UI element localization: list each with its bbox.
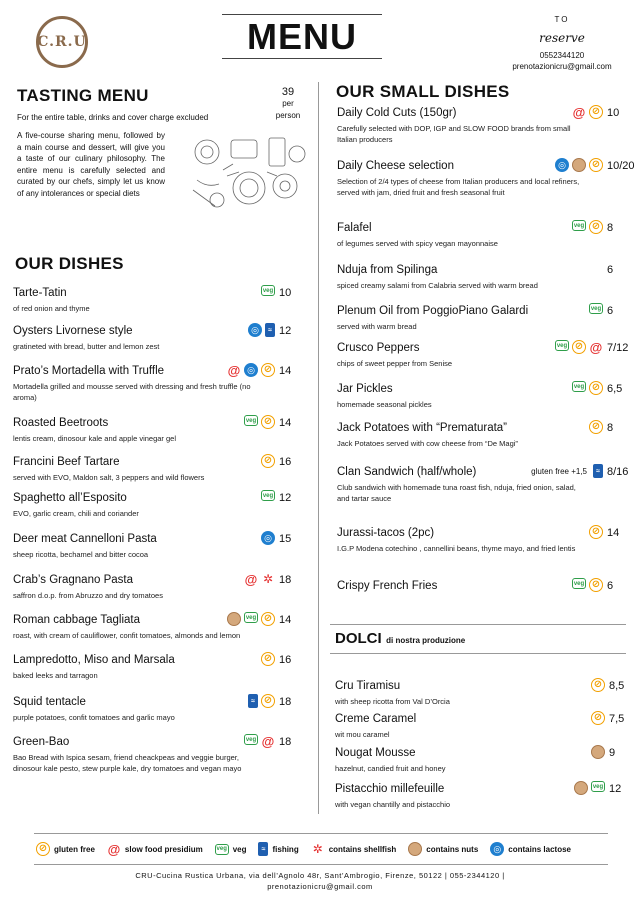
lactose-icon: [555, 158, 569, 172]
gluten-free-icon: [589, 105, 603, 119]
tasting-menu: [17, 86, 311, 199]
fishing-icon: [248, 694, 258, 708]
lactose-icon: [248, 323, 262, 337]
slow-food-icon: [572, 105, 586, 119]
slow-food-icon: [244, 572, 258, 586]
menu-item-description: gratineted with bread, butter and lemon zest: [13, 342, 160, 351]
menu-item-icons: [261, 490, 275, 501]
gluten-free-icon: [36, 842, 50, 856]
menu-item: [13, 614, 305, 641]
menu-item-name: Francini Beef Tartare: [13, 456, 120, 468]
menu-item-name: Nduja from Spilinga: [337, 264, 438, 276]
menu-item-description: EVO, garlic cream, chili and coriander: [13, 509, 139, 518]
menu-item-icons: [227, 363, 275, 377]
menu-item-icons: [261, 652, 275, 666]
menu-item-name: Spaghetto all’Esposito: [13, 492, 127, 504]
menu-item-icons: [531, 464, 603, 478]
footer: [0, 870, 640, 892]
menu-item-icons: [248, 323, 275, 337]
menu-item-name: Plenum Oil from PoggioPiano Galardi: [337, 305, 529, 317]
menu-item-icons: [248, 694, 275, 708]
menu-item-name: Roman cabbage Tagliata: [13, 614, 141, 626]
legend-item: [215, 844, 247, 855]
menu-item: [13, 696, 305, 723]
menu-item-description: Bao Bread with Ispica sesam, friend cheackpeas and veggie burger, dinosour kale pesto, stew purple kale, dry tomatoes and vegan mayo: [13, 753, 242, 773]
menu-item-icons: [591, 678, 605, 692]
fishing-icon: [258, 842, 268, 856]
menu-item-name: Jack Potatoes with “Prematurata”: [337, 422, 508, 434]
logo: [36, 16, 88, 68]
reserve-block: [512, 14, 612, 72]
tasting-subtitle: For the entire table, drinks and cover charge excluded: [17, 113, 209, 122]
page-title: MENU: [247, 16, 357, 57]
menu-item-name: Jar Pickles: [337, 383, 393, 395]
menu-item-price: 14: [279, 365, 292, 377]
legend-item: [311, 842, 397, 856]
lactose-icon: [490, 842, 504, 856]
veg-icon: [261, 490, 275, 501]
menu-item: [335, 713, 625, 740]
menu-item: [337, 383, 625, 410]
tasting-price: [268, 86, 308, 122]
menu-item-name: Daily Cheese selection: [337, 160, 454, 172]
gluten-free-icon: [589, 525, 603, 539]
tasting-price-unit: per: [282, 99, 294, 108]
nuts-icon: [591, 745, 605, 759]
menu-item: [13, 654, 305, 681]
menu-item-price: 8/16: [607, 466, 629, 478]
menu-item: [337, 222, 625, 249]
menu-item-name: Creme Caramel: [335, 713, 417, 725]
menu-item-icons: [572, 381, 603, 395]
menu-item: [337, 342, 629, 369]
nuts-icon: [574, 781, 588, 795]
menu-item-icons: [261, 531, 275, 545]
menu-item-name: Green-Bao: [13, 736, 70, 748]
veg-icon: [572, 578, 586, 589]
menu-item-icons: [589, 420, 603, 434]
menu-item: [13, 325, 305, 352]
menu-item-price: 9: [609, 747, 616, 759]
menu-item-price: 6: [607, 580, 614, 592]
menu-item-icons: [227, 612, 275, 626]
menu-item-description: wit mou caramel: [335, 730, 390, 739]
menu-item-description: of red onion and thyme: [13, 304, 90, 313]
gluten-free-icon: [261, 454, 275, 468]
menu-item-price: 10: [607, 107, 620, 119]
fishing-icon: [593, 464, 603, 478]
legend-label: contains nuts: [426, 844, 479, 854]
menu-item-name: Jurassi-tacos (2pc): [337, 527, 435, 539]
menu-item-price: 16: [279, 456, 292, 468]
menu-item: [13, 736, 305, 774]
gluten-free-icon: [589, 220, 603, 234]
menu-item-icons: [244, 734, 275, 748]
menu-item-description: spiced creamy salami from Calabria served with warm bread: [337, 281, 538, 290]
menu-item-icons: [572, 105, 603, 119]
menu-item-name: Tarte-Tatin: [13, 287, 67, 299]
reserve-word: reserve: [539, 31, 585, 45]
menu-item-description: sheep ricotta, bechamel and bitter cocoa: [13, 550, 149, 559]
menu-item-price: 18: [279, 574, 292, 586]
gluten-free-icon: [261, 612, 275, 626]
menu-item-price: 8,5: [609, 680, 625, 692]
menu-item-description: Carefully selected with DOP, IGP and SLOW FOOD brands from small Italian producers: [337, 124, 571, 144]
menu-item-description: homemade seasonal pickles: [337, 400, 432, 409]
menu-item-description: Club sandwich with homemade tuna roast fish, nduja, fried onion, salad, and tartar sauce: [337, 483, 576, 503]
menu-item-icons: [591, 711, 605, 725]
logo-text: C.R.U: [37, 34, 87, 50]
menu-item-description: Jack Potatoes served with cow cheese from “De Magi”: [337, 439, 518, 448]
legend-item: [408, 842, 478, 856]
menu-item-icons: [244, 572, 275, 586]
shellfish-icon: [261, 572, 275, 586]
legend-label: veg: [232, 844, 247, 854]
legend-item: [107, 842, 203, 856]
menu-item: [335, 680, 625, 707]
legend-item: [490, 842, 571, 856]
menu-item-icons: [572, 220, 603, 234]
menu-item-description: I.G.P Modena cotechino , cannellini beans, thyme mayo, and fried lentis: [337, 544, 576, 553]
menu-item-price: 16: [279, 654, 292, 666]
menu-item-name: Roasted Beetroots: [13, 417, 109, 429]
menu-item: [337, 264, 625, 291]
menu-item-price: 14: [279, 417, 292, 429]
menu-item-name: Daily Cold Cuts (150gr): [337, 107, 457, 119]
menu-item-extra: gluten free +1,5: [531, 466, 587, 476]
menu-item-price: 6: [607, 305, 614, 317]
legend-rule: [34, 864, 608, 865]
footer-address: CRU-Cucina Rustica Urbana, via dell’Agnolo 48r, Sant’Ambrogio, Firenze, 50122 | 055-2344120 |: [135, 871, 505, 880]
tasting-description: A five-course sharing menu, followed by a main course and dessert, will give you a taste of our culinary philosophy. The entire menu is carefully selected and curated by our chefs, simply let us know of any intolerances or special diets: [17, 131, 165, 198]
dolci-title: DOLCI: [335, 630, 382, 647]
gluten-free-icon: [261, 652, 275, 666]
gluten-free-icon: [591, 711, 605, 725]
slow-food-icon: [227, 363, 241, 377]
legend-rule: [34, 833, 608, 834]
menu-item: [13, 492, 305, 519]
veg-icon: [261, 285, 275, 296]
menu-item: [13, 533, 305, 560]
menu-item-price: 6: [607, 264, 614, 276]
reserve-phone[interactable]: 0552344120: [539, 51, 585, 60]
legend-label: gluten free: [54, 844, 95, 854]
menu-item-description: saffron d.o.p. from Abruzzo and dry tomatoes: [13, 591, 163, 600]
menu-item: [337, 107, 625, 145]
dishes-title: OUR DISHES: [15, 254, 124, 273]
menu-item: [335, 747, 625, 774]
reserve-to: TO: [554, 15, 570, 24]
nuts-icon: [227, 612, 241, 626]
veg-icon: [244, 415, 258, 426]
menu-item-price: 18: [279, 696, 292, 708]
menu-item-icons: [244, 415, 275, 429]
menu-item-icons: [591, 745, 605, 759]
menu-item-price: 15: [279, 533, 292, 545]
gluten-free-icon: [572, 340, 586, 354]
gluten-free-icon: [261, 363, 275, 377]
shellfish-icon: [311, 842, 325, 856]
menu-item-price: 7/12: [607, 342, 629, 354]
menu-item-icons: [589, 303, 603, 314]
menu-item-description: hazelnut, candied fruit and honey: [335, 764, 446, 773]
menu-item-name: Crab’s Gragnano Pasta: [13, 574, 133, 586]
veg-icon: [244, 612, 258, 623]
menu-item-description: of legumes served with spicy vegan mayonnaise: [337, 239, 498, 248]
nuts-icon: [408, 842, 422, 856]
menu-item-description: served with EVO, Maldon salt, 3 peppers and wild flowers: [13, 473, 205, 482]
small-dishes-title: OUR SMALL DISHES: [336, 82, 510, 101]
lactose-icon: [244, 363, 258, 377]
legend-label: contains lactose: [508, 844, 571, 854]
lactose-icon: [261, 531, 275, 545]
menu-item-description: with vegan chantilly and pistacchio: [335, 800, 451, 809]
column-divider: [318, 82, 319, 814]
menu-item-description: Mortadella grilled and mousse served with dressing and fresh truffle (no aroma): [13, 382, 251, 402]
menu-item-price: 10/20: [607, 160, 635, 172]
menu-item-icons: [261, 285, 275, 296]
menu-item-name: Pistacchio millefeuille: [335, 783, 445, 795]
menu-item-price: 6,5: [607, 383, 623, 395]
menu-item: [337, 527, 625, 554]
dolci-header: [335, 630, 465, 648]
veg-icon: [215, 844, 229, 855]
menu-item-name: Oysters Livornese style: [13, 325, 133, 337]
menu-item-description: purple potatoes, confit tomatoes and garlic mayo: [13, 713, 175, 722]
menu-item: [13, 365, 305, 403]
legend-item: [36, 842, 95, 856]
menu-item-name: Crusco Peppers: [337, 342, 420, 354]
dolci-rule: [330, 653, 626, 654]
menu-item-price: 12: [279, 325, 292, 337]
gluten-free-icon: [589, 420, 603, 434]
menu-item-price: 7,5: [609, 713, 625, 725]
slow-food-icon: [107, 842, 121, 856]
veg-icon: [572, 381, 586, 392]
food-sketch-illustration: [187, 130, 311, 214]
veg-icon: [572, 220, 586, 231]
tasting-price-value: 39: [281, 86, 295, 98]
menu-item-price: 14: [279, 614, 292, 626]
gluten-free-icon: [261, 415, 275, 429]
veg-icon: [589, 303, 603, 314]
menu-item: [337, 580, 625, 592]
menu-item-icons: [574, 781, 605, 795]
dolci-subtitle: di nostra produzione: [386, 636, 466, 645]
legend-label: fishing: [272, 844, 299, 854]
menu-item-price: 8: [607, 222, 614, 234]
title-rule: [222, 14, 382, 15]
tasting-price-unit: person: [275, 111, 301, 120]
nuts-icon: [572, 158, 586, 172]
menu-item-name: Nougat Mousse: [335, 747, 416, 759]
menu-item-icons: [589, 525, 603, 539]
legend-item: [258, 842, 298, 856]
footer-email[interactable]: prenotazionicru@gmail.com: [267, 882, 373, 891]
tasting-title: TASTING MENU: [17, 86, 149, 105]
menu-item: [337, 160, 635, 198]
gluten-free-icon: [589, 578, 603, 592]
menu-item-description: chips of sweet pepper from Senise: [337, 359, 453, 368]
menu-item: [13, 287, 305, 314]
menu-item-price: 10: [279, 287, 292, 299]
menu-item-description: lentis cream, dinosour kale and apple vinegar gel: [13, 434, 177, 443]
menu-item: [13, 456, 305, 483]
menu-item-price: 8: [607, 422, 614, 434]
menu-item-name: Deer meat Cannelloni Pasta: [13, 533, 157, 545]
menu-item-name: Falafel: [337, 222, 372, 234]
menu-item-name: Squid tentacle: [13, 696, 86, 708]
menu-item: [337, 305, 625, 332]
menu-item: [13, 574, 305, 601]
menu-item-description: baked leeks and tarragon: [13, 671, 98, 680]
menu-item-price: 12: [279, 492, 292, 504]
veg-icon: [591, 781, 605, 792]
menu-item-price: 14: [607, 527, 620, 539]
slow-food-icon: [261, 734, 275, 748]
menu-item-description: with sheep ricotta from Val D’Orcia: [335, 697, 450, 706]
veg-icon: [244, 734, 258, 745]
menu-item: [13, 417, 305, 444]
menu-item-name: Prato’s Mortadella with Truffle: [13, 365, 165, 377]
menu-item-icons: [572, 578, 603, 592]
menu-item-icons: [555, 340, 603, 354]
menu-item-name: Crispy French Fries: [337, 580, 438, 592]
menu-item-price: 12: [609, 783, 622, 795]
menu-item: [337, 422, 625, 449]
menu-item: [337, 466, 629, 504]
gluten-free-icon: [589, 381, 603, 395]
slow-food-icon: [589, 340, 603, 354]
fishing-icon: [265, 323, 275, 337]
menu-item-icons: [261, 454, 275, 468]
legend-label: contains shellfish: [328, 844, 397, 854]
legend: [36, 842, 606, 856]
gluten-free-icon: [589, 158, 603, 172]
gluten-free-icon: [261, 694, 275, 708]
menu-item-description: roast, with cream of cauliflower, confit tomatoes, almonds and lemon: [13, 631, 241, 640]
title-rule: [222, 58, 382, 59]
menu-item-name: Cru Tiramisu: [335, 680, 401, 692]
menu-item-name: Lampredotto, Miso and Marsala: [13, 654, 175, 666]
menu-item-price: 18: [279, 736, 292, 748]
menu-item-icons: [555, 158, 603, 172]
reserve-email[interactable]: prenotazionicru@gmail.com: [512, 62, 612, 71]
menu-item-name: Clan Sandwich (half/whole): [337, 466, 477, 478]
dolci-rule: [330, 624, 626, 625]
menu-item-description: Selection of 2/4 types of cheese from Italian producers and local refiners, served with jam, dried fruit and fresh seasonal fruit: [337, 177, 580, 197]
menu-item: [335, 783, 625, 810]
menu-item-description: served with warm bread: [337, 322, 417, 331]
veg-icon: [555, 340, 569, 351]
legend-label: slow food presidium: [124, 844, 203, 854]
gluten-free-icon: [591, 678, 605, 692]
